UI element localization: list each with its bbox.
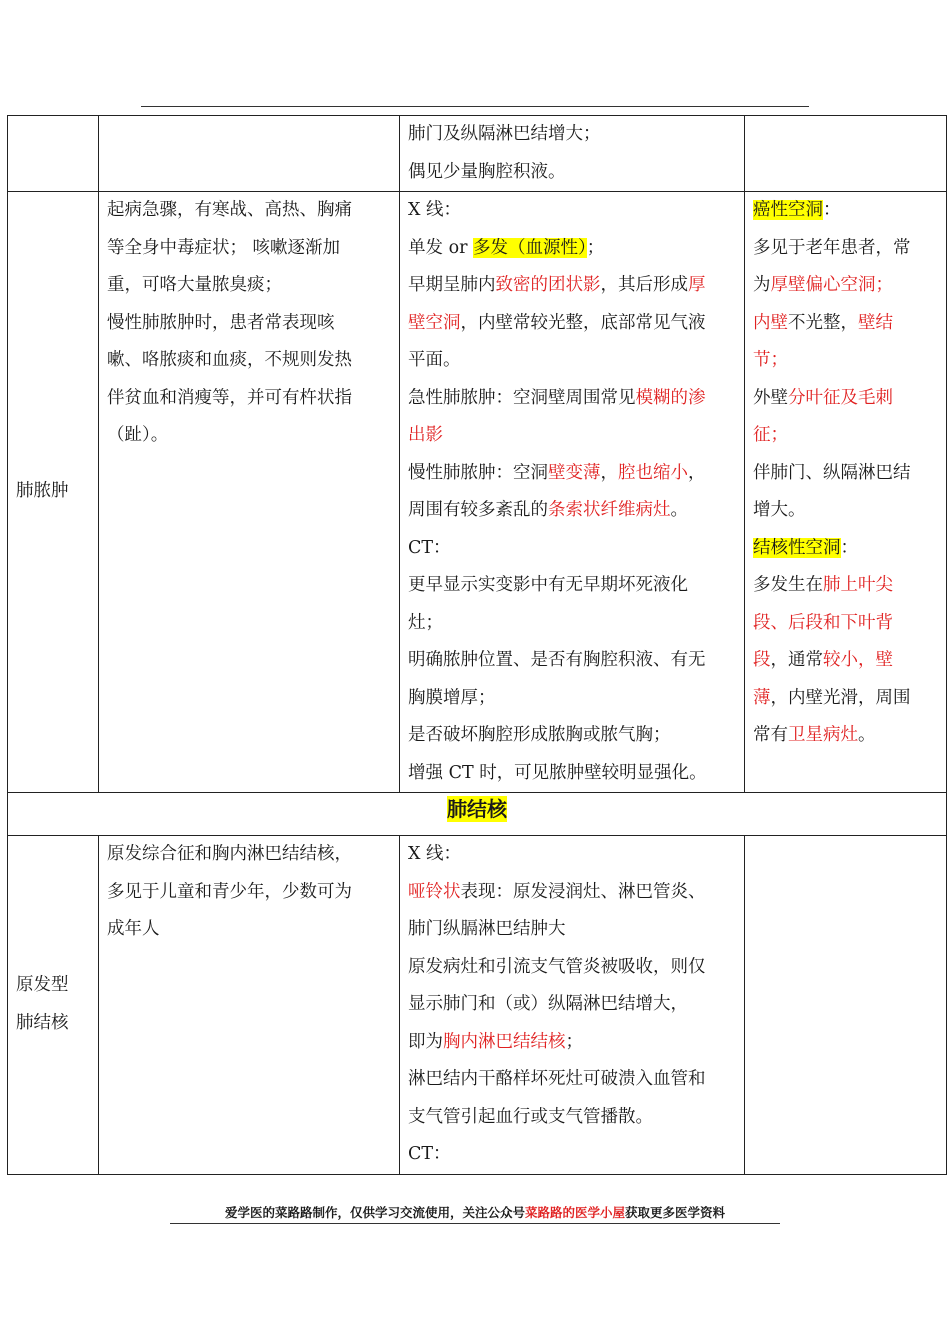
red-text: 较小，壁 (823, 650, 893, 670)
text-line (408, 267, 736, 305)
text-line (753, 642, 938, 680)
text-run: 多发生在 (753, 575, 823, 595)
section-title: 肺结核 (447, 797, 507, 821)
red-text: 厚壁偏心空洞； (770, 275, 893, 295)
text-line (753, 530, 938, 568)
red-text: 卫星病灶 (788, 725, 858, 745)
text-run: 单发 or (408, 237, 474, 258)
text-line: 伴肺门、纵隔淋巴结 (753, 462, 911, 483)
red-text: 致密的团状影 (495, 275, 601, 295)
text-run: ，其后形成 (600, 275, 688, 295)
table-row (8, 192, 947, 793)
section-header (8, 793, 947, 836)
red-text-line: 征； (753, 425, 788, 445)
red-text: 内壁 (753, 312, 788, 333)
text-line: CT： (408, 1144, 451, 1164)
red-text-line: 节； (753, 350, 788, 370)
header-rule (141, 106, 809, 107)
imaging-cell (400, 116, 745, 192)
text-line: 重，可咯大量脓臭痰； (107, 275, 282, 295)
red-text: 厚 (688, 275, 706, 295)
text-run: ， (688, 462, 706, 483)
red-text: 分叶征及毛刺 (788, 387, 893, 408)
red-text: 条索状纤维病灶 (548, 500, 671, 520)
text-run: ， (600, 462, 618, 483)
text-run: ，通常 (770, 650, 823, 670)
text-line (753, 267, 938, 305)
differential-cell (745, 836, 947, 1175)
red-text: 壁结 (858, 312, 893, 333)
text-line: 支气管引起血行或支气管播散。 (408, 1106, 653, 1127)
text-line (408, 380, 736, 418)
text-line (408, 305, 736, 343)
text-line: 灶； (408, 612, 443, 633)
highlight-text: 结核性空洞 (753, 537, 841, 558)
table-row (8, 116, 947, 192)
text-line: 明确脓肿位置、是否有胸腔积液、有无 (408, 650, 706, 670)
red-text: 肺上叶尖 (823, 575, 893, 595)
table-row (8, 836, 947, 1175)
disease-name-cell (8, 836, 99, 1175)
text-line (408, 455, 736, 493)
disease-name-cell (8, 192, 99, 793)
highlight-text: 癌性空洞 (753, 200, 823, 220)
footer-text: 获取更多医学资料 (625, 1205, 726, 1220)
text-run: 表现：原发浸润灶、淋巴管炎、 (460, 881, 706, 902)
red-text: 哑铃状 (408, 881, 461, 902)
text-line: X 线： (408, 200, 462, 220)
text-run: 不光整， (788, 312, 858, 333)
symptoms-cell (99, 116, 400, 192)
red-text: 胸内淋巴结结核 (443, 1031, 566, 1052)
text-line: 更早显示实变影中有无早期坏死液化 (408, 575, 688, 595)
text-line (753, 567, 938, 605)
text-line: 肺门纵膈淋巴结肿大 (408, 919, 566, 939)
text-line: 等全身中毒症状； 咳嗽逐渐加 (107, 237, 341, 258)
text-run: 常有 (753, 725, 788, 745)
text-line (753, 380, 938, 418)
text-line (753, 680, 938, 718)
text-run: ： (823, 200, 841, 220)
symptoms-cell (99, 192, 400, 793)
text-line (408, 874, 736, 912)
text-run: 为 (753, 275, 771, 295)
text-line: 偶见少量胸腔积液。 (408, 161, 566, 182)
text-line (753, 717, 938, 755)
text-run: 早期呈肺内 (408, 275, 496, 295)
text-line: 嗽、咯脓痰和血痰，不规则发热 (107, 350, 352, 370)
footer-account-name: 菜路路的医学小屋 (524, 1205, 625, 1220)
disease-name: 肺脓肿 (16, 481, 69, 502)
red-text: 壁空洞 (408, 312, 461, 333)
text-line (408, 492, 736, 530)
text-line: 增大。 (753, 500, 806, 520)
text-line: （趾）。 (107, 425, 169, 445)
page-footer (0, 1203, 950, 1221)
red-text: 模糊的渗 (635, 387, 706, 408)
red-text-line: 出影 (408, 425, 443, 445)
text-line: 多见于儿童和青少年，少数可为 (107, 881, 352, 902)
symptoms-cell (99, 836, 400, 1175)
footer-rule (170, 1223, 780, 1224)
text-run: 外壁 (753, 387, 788, 408)
text-line: 慢性肺脓肿时，患者常表现咳 (107, 312, 335, 333)
text-run: ； (565, 1031, 583, 1052)
text-run: 急性肺脓肿：空洞壁周围常见 (408, 387, 636, 408)
text-run: 。 (670, 500, 688, 520)
red-text: 壁变薄 (548, 462, 601, 483)
section-row (8, 793, 947, 836)
disease-name-cell (8, 116, 99, 192)
text-line (408, 230, 736, 268)
differential-cell (745, 116, 947, 192)
differential-cell (745, 192, 947, 793)
red-text: 腔也缩小 (618, 462, 688, 483)
footer-text: 爱学医的菜路路制作，仅供学习交流使用，关注公众号 (224, 1205, 525, 1220)
text-line: 起病急骤，有寒战、高热、胸痛 (107, 200, 352, 220)
text-line: 显示肺门和（或）纵隔淋巴结增大， (408, 994, 688, 1014)
text-line: 胸膜增厚； (408, 687, 496, 708)
text-line (753, 192, 938, 230)
imaging-cell (400, 192, 745, 793)
text-run: 慢性肺脓肿：空洞 (408, 462, 548, 483)
text-line (408, 1024, 736, 1062)
text-line: 肺门及纵隔淋巴结增大； (408, 124, 601, 144)
text-run: ： (840, 537, 858, 558)
text-line: 多见于老年患者，常 (753, 237, 911, 258)
text-run: 即为 (408, 1031, 443, 1052)
text-line: 成年人 (107, 919, 160, 939)
text-line: X 线： (408, 844, 462, 864)
highlight-text: 多发（血源性） (473, 237, 587, 258)
text-line: 原发综合征和胸内淋巴结结核， (107, 844, 352, 864)
text-run: ； (586, 237, 605, 258)
text-line: 原发病灶和引流支气管炎被吸收，则仅 (408, 956, 706, 977)
text-line: 淋巴结内干酪样坏死灶可破溃入血管和 (408, 1069, 706, 1089)
text-run: 。 (858, 725, 876, 745)
text-run: 周围有较多紊乱的 (408, 500, 548, 520)
text-run: ，内壁光滑，周围 (770, 687, 911, 708)
text-line: 平面。 (408, 350, 461, 370)
red-text: 段 (753, 650, 771, 670)
text-run: ，内壁常较光整，底部常见气液 (460, 312, 706, 333)
text-line: CT： (408, 537, 451, 558)
comparison-table (7, 115, 947, 1175)
text-line: 增强 CT 时，可见脓肿壁较明显强化。 (408, 762, 707, 783)
text-line: 伴贫血和消瘦等，并可有杵状指 (107, 387, 352, 408)
disease-name-line: 原发型 (16, 975, 69, 996)
imaging-cell (400, 836, 745, 1175)
text-line (753, 305, 938, 343)
text-line: 是否破坏胸腔形成脓胸或脓气胸； (408, 725, 671, 745)
disease-name-line: 肺结核 (16, 1012, 69, 1033)
red-text-line: 段、后段和下叶背 (753, 612, 893, 633)
red-text: 薄 (753, 687, 771, 708)
